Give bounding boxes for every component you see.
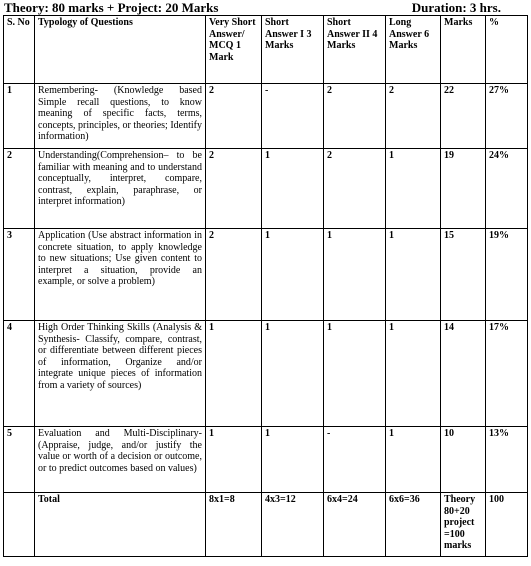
- row-marks: 15: [441, 229, 486, 321]
- row-la: 2: [386, 84, 441, 149]
- row-vsa: 1: [206, 321, 262, 427]
- table-row: [4, 229, 528, 321]
- table-row: [4, 321, 528, 427]
- row-percent: 17%: [486, 321, 528, 427]
- row-sno: 5: [4, 427, 35, 493]
- row-sa1: 1: [262, 321, 324, 427]
- row-sa2: 2: [324, 149, 386, 229]
- col-long-answer: Long Answer 6 Marks: [386, 16, 441, 84]
- row-description: Understanding(Comprehension– to be familiar with meaning and to understand conceptually, interpret, compare, contrast, explain, paraphrase, or interpret information): [35, 149, 206, 229]
- row-percent: 19%: [486, 229, 528, 321]
- row-vsa: 1: [206, 427, 262, 493]
- row-sa1: -: [262, 84, 324, 149]
- row-percent: 13%: [486, 427, 528, 493]
- total-row: [4, 493, 528, 557]
- row-marks: 10: [441, 427, 486, 493]
- total-sa1: 4x3=12: [262, 493, 324, 557]
- table-row: [4, 427, 528, 493]
- row-la: 1: [386, 427, 441, 493]
- col-percent: %: [486, 16, 528, 84]
- total-marks: Theory 80+20 project =100 marks: [441, 493, 486, 557]
- table-row: [4, 84, 528, 149]
- row-description: Remembering- (Knowledge based Simple recall questions, to know meaning of specific facts, terms, concepts, principles, or theories; Identify information): [35, 84, 206, 149]
- row-sno: 3: [4, 229, 35, 321]
- row-sa2: 1: [324, 229, 386, 321]
- col-very-short-answer: Very Short Answer/ MCQ 1 Mark: [206, 16, 262, 84]
- row-vsa: 2: [206, 84, 262, 149]
- page-header: [0, 0, 531, 16]
- row-marks: 14: [441, 321, 486, 427]
- duration: Duration: 3 hrs.: [411, 0, 501, 15]
- col-sno: S. No: [4, 16, 35, 84]
- total-label: Total: [35, 493, 206, 557]
- row-sa2: 1: [324, 321, 386, 427]
- table-row: [4, 149, 528, 229]
- row-sa2: -: [324, 427, 386, 493]
- row-vsa: 2: [206, 149, 262, 229]
- row-vsa: 2: [206, 229, 262, 321]
- col-marks: Marks: [441, 16, 486, 84]
- table-header-row: [4, 16, 528, 84]
- col-short-answer-1: Short Answer I 3 Marks: [262, 16, 324, 84]
- total-sno-cell: [4, 493, 35, 557]
- row-description: High Order Thinking Skills (Analysis & Synthesis- Classify, compare, contrast, or differentiate between different pieces of information, Organize and/or integrate unique pieces of information from a variety of sources): [35, 321, 206, 427]
- row-sa1: 1: [262, 427, 324, 493]
- row-sa1: 1: [262, 229, 324, 321]
- row-description: Application (Use abstract information in concrete situation, to apply knowledge to new situations; Use given content to interpret a situation, provide an example, or solve a problem): [35, 229, 206, 321]
- col-short-answer-2: Short Answer II 4 Marks: [324, 16, 386, 84]
- row-percent: 24%: [486, 149, 528, 229]
- total-percent: 100: [486, 493, 528, 557]
- row-sno: 2: [4, 149, 35, 229]
- question-typology-table: [3, 15, 528, 557]
- row-description: Evaluation and Multi-Disciplinary- (Appraise, judge, and/or justify the value or worth of a decision or outcome, or to predict outcomes based on values): [35, 427, 206, 493]
- row-marks: 19: [441, 149, 486, 229]
- row-sa1: 1: [262, 149, 324, 229]
- total-la: 6x6=36: [386, 493, 441, 557]
- row-sno: 4: [4, 321, 35, 427]
- row-la: 1: [386, 321, 441, 427]
- row-la: 1: [386, 149, 441, 229]
- col-typology: Typology of Questions: [35, 16, 206, 84]
- row-la: 1: [386, 229, 441, 321]
- total-vsa: 8x1=8: [206, 493, 262, 557]
- theory-project-marks: Theory: 80 marks + Project: 20 Marks: [4, 0, 219, 15]
- row-sa2: 2: [324, 84, 386, 149]
- row-sno: 1: [4, 84, 35, 149]
- row-percent: 27%: [486, 84, 528, 149]
- total-sa2: 6x4=24: [324, 493, 386, 557]
- row-marks: 22: [441, 84, 486, 149]
